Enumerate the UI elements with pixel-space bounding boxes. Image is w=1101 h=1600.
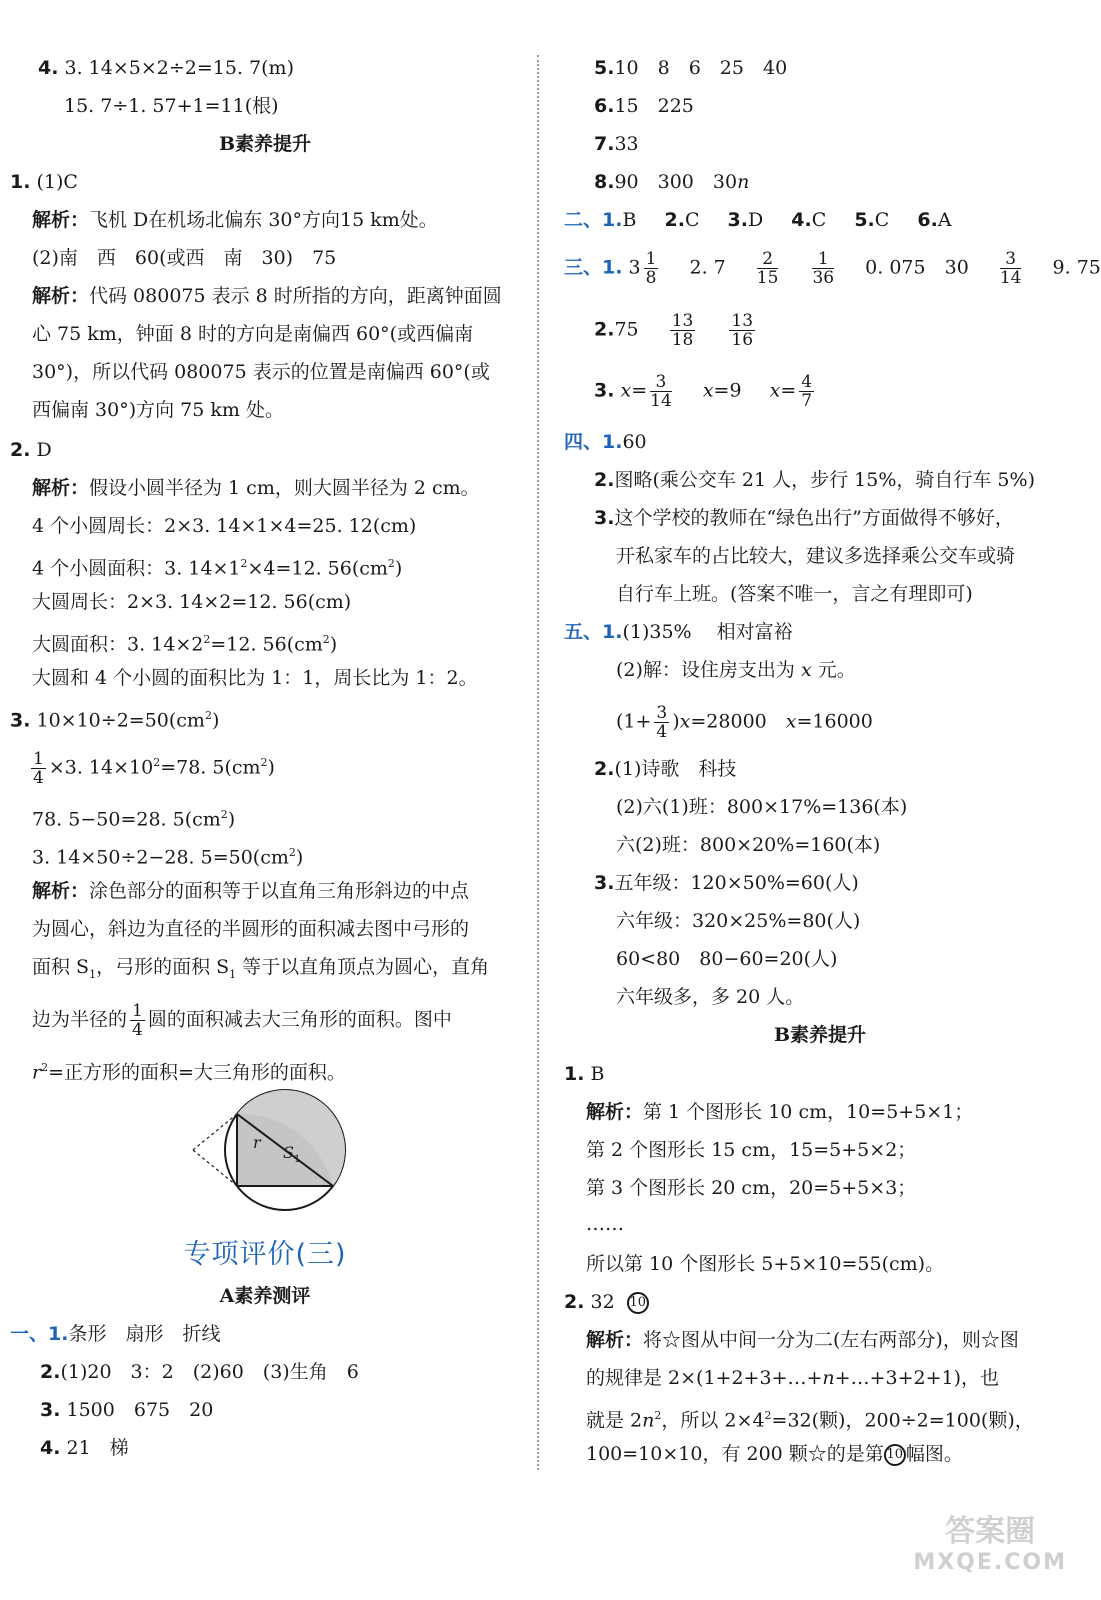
- b2-line-1: 4 个小圆周长：2×3. 14×1×4=25. 12(cm): [32, 515, 417, 537]
- s4-q3-l1: 3.这个学校的教师在“绿色出行”方面做得不够好，: [594, 507, 1014, 529]
- section-heading-a: A素养测评: [219, 1285, 311, 1307]
- fraction: $\frac{13}{18}$: [671, 311, 694, 350]
- rb1-line-4: ……: [586, 1213, 624, 1235]
- rb2-analysis-l3: 就是 $2n^2$，所以 $2\times 4^2=32$(颗)，200÷2=100(颗)，: [586, 1409, 1034, 1432]
- label-s-subscript: 1: [294, 1154, 301, 1165]
- circled-number: 10: [884, 1444, 906, 1466]
- fraction: $\frac{1}{4}$: [132, 1001, 143, 1040]
- b1-analysis-2-l1: 解析：代码 080075 表示 8 时所指的方向，距离钟面圆: [32, 285, 502, 307]
- fraction: $\frac{13}{16}$: [731, 311, 754, 350]
- section-heading-b: B素养提升: [218, 133, 312, 155]
- b3-analysis-l3: 面积 $S_1$，弓形的面积 $S_1$ 等于以直角顶点为圆心，直角: [32, 956, 490, 981]
- fraction: $\frac{3}{14}$: [650, 372, 672, 411]
- rb1-line-5: 所以第 10 个图形长 5+5×10=55(cm)。: [586, 1253, 945, 1275]
- b3-line-4: 3. 14×50÷2−28. $5=50(cm^2)$: [32, 846, 304, 869]
- b2-line-4: 大圆面积：3. $14\times 2^2=12$. $56(cm^2)$: [32, 633, 338, 656]
- b1-analysis-2-l2: 心 75 km，钟面 8 时的方向是南偏西 60°(或西偏南: [32, 323, 474, 345]
- rb2-analysis-l2: 的规律是 2×(1+2+3+…+n+…+3+2+1)，也: [586, 1367, 1000, 1389]
- q4: 4. 3. 14×5×2÷2=15. 7(m): [38, 57, 294, 79]
- b3-analysis-l4: 边为半径的 $\frac{1}{4}$ 圆的面积减去大三角形的面积。图中: [32, 1001, 452, 1040]
- s5-q2-a: 2.(1)诗歌 科技: [594, 758, 737, 780]
- page-title: 专项评价(三): [183, 1239, 347, 1270]
- fraction: $\frac{1}{8}$: [645, 249, 657, 288]
- s5-q1-c: (1+ $\frac{3}{4}$ )x=28000 x=16000: [616, 703, 873, 742]
- s4-q3-l2: 开私家车的占比较大，建议多选择乘公交车或骑: [616, 545, 1016, 567]
- label-s: S: [283, 1143, 294, 1162]
- b3-line-2: $\frac{1}{4}$ ×3. $14\times 10^2=78$. $5(cm^2)$: [33, 749, 275, 788]
- rb1-line-2: 第 2 个图形长 15 cm，15=5+5×2；: [586, 1139, 917, 1161]
- watermark-line2: MXQE.COM: [913, 1550, 1067, 1575]
- rb1-line-3: 第 3 个图形长 20 cm，20=5+5×3；: [586, 1177, 917, 1199]
- s5-q1-b: (2)解：设住房支出为 x 元。: [616, 659, 856, 681]
- b2-answer: 2. D: [10, 439, 52, 461]
- b1-analysis-2-l3: 30°)，所以代码 080075 表示的位置是南偏西 60°(或: [32, 361, 490, 383]
- s5-q3-b: 六年级：320×25%=80(人): [616, 910, 861, 932]
- s4-q2: 2.图略(乘公交车 21 人，步行 15%，骑自行车 5%): [594, 469, 1035, 491]
- r-q5: 5.10 8 6 25 40: [594, 57, 788, 79]
- s4-q1: 四、1.60: [564, 431, 647, 453]
- b1-analysis-2-l4: 西偏南 30°)方向 75 km 处。: [32, 399, 284, 421]
- q4-line2: 15. 7÷1. 57+1=11(根): [64, 95, 279, 117]
- r-q6: 6.15 225: [594, 95, 694, 117]
- watermark-line1: 答案圈: [945, 1514, 1036, 1549]
- s4-q3-l3: 自行车上班。(答案不唯一，言之有理即可): [616, 583, 973, 605]
- b1-answer-2: (2)南 西 60(或西 南 30) 75: [32, 247, 337, 269]
- s5-q3-d: 六年级多，多 20 人。: [616, 986, 805, 1008]
- b1-answer-1: 1. (1)C: [10, 171, 78, 193]
- rb2-answer: 2. 32 10: [564, 1290, 649, 1314]
- fraction: $\frac{1}{4}$: [33, 749, 44, 788]
- b2-line-3: 大圆周长：2×3. 14×2=12. 56(cm): [32, 591, 352, 613]
- rb1-answer: 1. B: [564, 1063, 605, 1085]
- circle-triangle-figure: [185, 1090, 355, 1215]
- s1-q2: 2.(1)20 3：2 (2)60 (3)生角 6: [40, 1361, 359, 1383]
- rb1-analysis-l1: 解析：第 1 个图形长 10 cm，10=5+5×1；: [586, 1101, 974, 1123]
- r-q7: 7.33: [594, 133, 639, 155]
- s5-q2-b: (2)六(1)班：800×17%=136(本): [616, 796, 908, 818]
- s5-q2-c: 六(2)班：800×20%=160(本): [616, 834, 881, 856]
- rb2-analysis-l4: 100=10×10，有 200 颗☆的是第 10 幅图。: [586, 1443, 963, 1465]
- fraction: $\frac{3}{14}$: [999, 249, 1022, 288]
- circled-number: 10: [627, 1292, 649, 1314]
- fraction: $\frac{2}{15}$: [756, 249, 779, 288]
- label-r: r: [253, 1133, 261, 1152]
- s2-answers: 二、1.B 2.C 3.D 4.C 5.C 6.A: [564, 209, 952, 231]
- s1-q4: 4. 21 梯: [40, 1437, 129, 1459]
- s3-q1: 三、1. 3 $\frac{1}{8}$ 2. 7 $\frac{2}{15}$ $\frac{1}{36}$ 0. 075 30 $\frac{3}{14}$ 9. 75: [564, 249, 1101, 288]
- s5-q3-c: 60<80 80−60=20(人): [616, 948, 838, 970]
- fraction: $\frac{3}{4}$: [656, 703, 668, 742]
- s1-q1: 一、1.条形 扇形 折线: [10, 1323, 221, 1345]
- b3-line-1: 3. $10\times 10\div 2=50(cm^2)$: [10, 709, 220, 732]
- s3-q3: 3. x= $\frac{3}{14}$ x=9 x= $\frac{4}{7}$: [594, 372, 813, 411]
- r-q8: 8.90 300 30n: [594, 171, 750, 193]
- b2-analysis: 解析：假设小圆半径为 1 cm，则大圆半径为 2 cm。: [32, 477, 480, 499]
- rb2-analysis-l1: 解析：将☆图从中间一分为二(左右两部分)，则☆图: [586, 1329, 1019, 1351]
- section-heading-b-right: B素养提升: [773, 1024, 867, 1046]
- s5-q3-a: 3.五年级：120×50%=60(人): [594, 872, 859, 894]
- b2-line-2: 4 个小圆面积：3. $14\times 1^2\times 4=12$. $56(cm^2)$: [32, 557, 403, 580]
- b1-analysis-1: 解析：飞机 D在机场北偏东 30°方向15 km处。: [32, 209, 438, 231]
- watermark: [913, 1506, 1067, 1575]
- s5-q1-a: 五、1.(1)35% 相对富裕: [564, 621, 793, 643]
- b3-analysis-l5: $r^2=$正方形的面积=大三角形的面积。: [32, 1061, 346, 1084]
- b3-analysis-l1: 解析：涂色部分的面积等于以直角三角形斜边的中点: [32, 880, 470, 902]
- fraction: $\frac{1}{36}$: [812, 249, 835, 288]
- b3-line-3: 78. 5−50=28. $5(cm^2)$: [32, 808, 236, 831]
- column-divider: [537, 55, 539, 1470]
- s1-q3: 3. 1500 675 20: [40, 1399, 214, 1421]
- b3-analysis-l2: 为圆心，斜边为直径的半圆形的面积减去图中弓形的: [32, 918, 470, 940]
- fraction: $\frac{4}{7}$: [801, 372, 813, 411]
- s3-q2: 2.75 $\frac{13}{18}$ $\frac{13}{16}$: [594, 311, 754, 350]
- b2-line-5: 大圆和 4 个小圆的面积比为 1：1，周长比为 1：2。: [32, 667, 478, 689]
